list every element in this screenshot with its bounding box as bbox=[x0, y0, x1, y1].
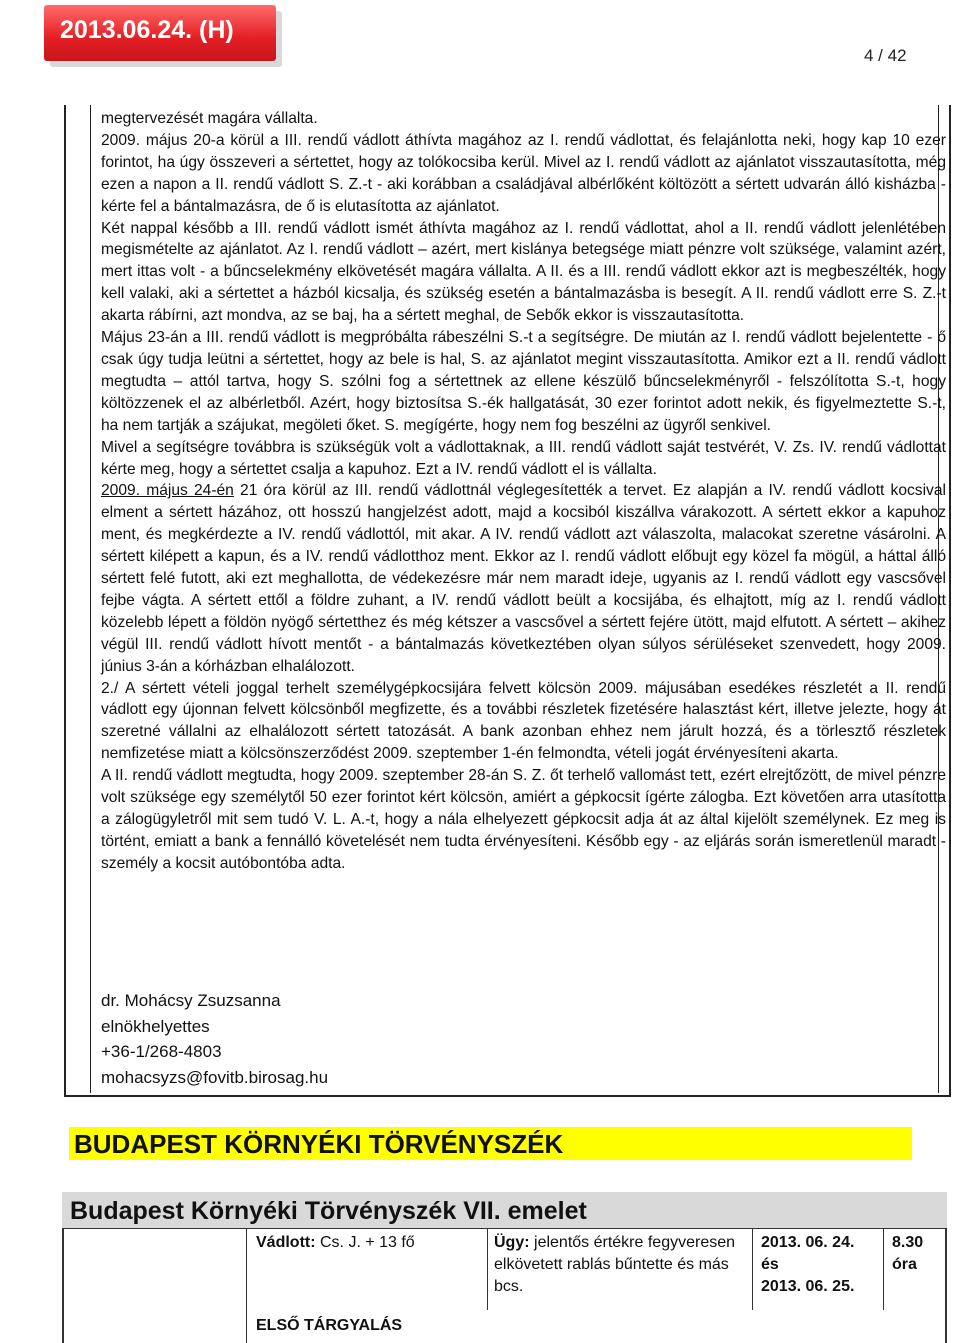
paragraph: A II. rendű vádlott megtudta, hogy 2009. szeptember 28-án S. Z. őt terhelő vallomást tett, ezért elrejtőzött, de mivel pénzre volt szüksége egy személytől 50 ezer forintot kért kölcsön, amiért a gépkocsit ígérte zálogba. Ezt követően arra utasította a zálogügyletről mit sem tudó V. L. A.-t, hogy a nála elhelyezett gépkocsit adja át az által kijelölt személynek. Ez meg is történt, emiatt a bank a fennálló követelését nem tudta érvényesíteni. Később egy - az eljárás során ismeretlenül maradt - személy a kocsit autóbontóba adta. bbox=[101, 767, 946, 872]
hearing-type: ELSŐ TÁRGYALÁS bbox=[256, 1317, 403, 1334]
paragraph: 2009. május 20-a körül a III. rendű vádlott áthívta magához az I. rendű vádlottat, és felajánlotta neki, hogy kap 10 ezer forintot, ha úgy összeveri a sértettet, hogy az tolókocsiba kerül. Mivel az I. rendű vádlott az ajánlatot visszautasította, még ezen a napon a II. rendű vádlott S. Z.-t - aki korábban a családjával albérlőként költözött a sértett udvarán álló kisházba - kérte fel a bántalmazásra, de ő is elutasította az ajánlatot. bbox=[101, 131, 946, 215]
hearing-time-unit: óra bbox=[892, 1256, 917, 1273]
defendant-label: Vádlott: bbox=[256, 1234, 316, 1251]
date-badge: 2013.06.24. (H) bbox=[44, 5, 276, 61]
defendant-value: Cs. J. + 13 fő bbox=[315, 1234, 415, 1251]
page-number: 4 / 42 bbox=[864, 46, 907, 65]
table-divider bbox=[752, 1229, 753, 1310]
case-location: Budapest Környéki Törvényszék VII. emelet bbox=[62, 1192, 947, 1229]
paragraph: 2./ A sértett vételi joggal terhelt személygépkocsijára felvett kölcsön 2009. májusában esedékes részletét a II. rendű vádlott egy újonnan felvett kölcsönből megfizette, és a további részletek fizetésére halasztást kért, illetve jelezte, hogy át szeretné vállalni az elhalálozott sértett tatozását. A bank azonban ehhez nem járult hozzá, és a törlesztő részletek nemfizetése miatt a kölcsönszerződést 2009. szeptember 1-én felmondta, vételi jogát érvényesíteni akarta. bbox=[101, 679, 946, 763]
hearing-date: 2013. 06. 25. bbox=[761, 1278, 855, 1295]
defendant-cell bbox=[256, 1232, 481, 1254]
frame-divider-left bbox=[90, 105, 91, 1093]
contact-title: elnökhelyettes bbox=[101, 1016, 210, 1036]
table-divider bbox=[883, 1229, 884, 1310]
paragraph: Két nappal később a III. rendű vádlott ismét áthívta magához az I. rendű vádlottat, ahol a II. rendű vádlott jelenlétében megismételte az ajánlatot. Az I. rendű vádlott – azért, mert kislánya betegsége miatt pénzre volt szüksége, valamint azért, mert ittas volt - a bűncselekmény elkövetését magára vállalta. A II. és a III. rendű vádlott ekkor azt is megbeszélték, hogy kell valaki, aki a sértettet a házból kicsalja, és szükség esetén a bántalmazásba is besegít. A II. rendű vádlott erre S. Z.-t akarta rábírni, azt mondva, az se baj, ha a sértett meghal, de Sebők ekkor is visszautasította. bbox=[101, 219, 946, 325]
contact-name: dr. Mohácsy Zsuzsanna bbox=[101, 991, 281, 1010]
hearing-date: 2013. 06. 24. bbox=[761, 1234, 855, 1251]
contact-email[interactable]: mohacsyzs@fovitb.birosag.hu bbox=[101, 1067, 329, 1087]
contact-phone: +36-1/268-4803 bbox=[101, 1042, 222, 1062]
dates-cell bbox=[761, 1232, 879, 1298]
date-connector: és bbox=[761, 1256, 779, 1273]
table-divider bbox=[487, 1229, 488, 1310]
case-description bbox=[101, 108, 946, 875]
contact-block bbox=[101, 988, 328, 1090]
court-banner: BUDAPEST KÖRNYÉKI TÖRVÉNYSZÉK bbox=[69, 1127, 912, 1160]
paragraph-text: 21 óra körül az III. rendű vádlottnál véglegesítették a tervet. Ez alapján a IV. rendű vádlott kocsival elment a sértett házához, ott hosszú hangjelzést adott, majd a kocsiból kiszállva várakozott. A sértett ekkor a kapuhoz ment, és megkérdezte a IV. rendű vádlottól, mit akar. A IV. rendű vádlott azt válaszolta, malacokat szeretne vásárolni. A sértett kilépett a kapun, és a IV. rendű vádlotthoz ment. Ekkor az I. rendű vádlott előbujt egy közel fa mögül, a háttal álló sértett felé futott, aki ezt meghallotta, de védekezésre már nem maradt ideje, ugyanis az I. rendű vádlott egy vascsővel fejbe vágta. A sértett ettől a földre zuhant, a IV. rendű vádlott beült a kocsijába, és elhajtott, míg az I. rendű vádlott közelebb lépett a földön nyögő sértetthez és még kétszer a vascsővel a sértett fejére ütött, majd elfutott. A sértett – akihez végül III. rendű vádlott hívott mentőt - a bántalmazás következtében olyan súlyos sérüléseket szenvedett, hogy 2009. június 3-án a kórházban elhalálozott. bbox=[101, 482, 946, 675]
paragraph: megtervezését magára vállalta. bbox=[101, 110, 318, 127]
case-cell bbox=[494, 1232, 746, 1298]
time-cell bbox=[892, 1232, 944, 1276]
paragraph: Mivel a segítségre továbbra is szükségük volt a vádlottaknak, a III. rendű vádlott saját testvérét, V. Zs. IV. rendű vádlottat kérte meg, hogy a sértettet csalja a kapuhoz. Ezt a IV. rendű vádlott el is vállalta. bbox=[101, 438, 946, 478]
paragraph bbox=[101, 480, 946, 677]
paragraph: Május 23-án a III. rendű vádlott is megpróbálta rábeszélni S.-t a segítségre. De miután az I. rendű vádlott bejelentette - ő csak úgy tudja leütni a sértettet, hogy az bele is hal, S. az ajánlatot megint visszautasította. Amikor ezt a II. rendű vádlott megtudta – attól tartva, hogy S. szólni fog a sértettnek az ellene készülő bűncselekményről - felszólította S.-t, hogy költözzenek el az albérletből. Azért, hogy biztosítsa S.-ék hallgatását, 30 ezer forintot adott nekik, és figyelmeztette S.-t, ha nem tartják a szájukat, megöleti őket. S. megígérte, hogy nem fog beszélni az ügyről senkivel. bbox=[101, 329, 946, 434]
hearing-time: 8.30 bbox=[892, 1234, 924, 1251]
case-label: Ügy: bbox=[494, 1234, 530, 1251]
case-value: jelentős értékre fegyveresen elkövetett rablás bűntette és más bcs. bbox=[494, 1234, 736, 1295]
date-emphasis: 2009. május 24-én bbox=[101, 482, 234, 500]
table-divider bbox=[246, 1229, 247, 1343]
